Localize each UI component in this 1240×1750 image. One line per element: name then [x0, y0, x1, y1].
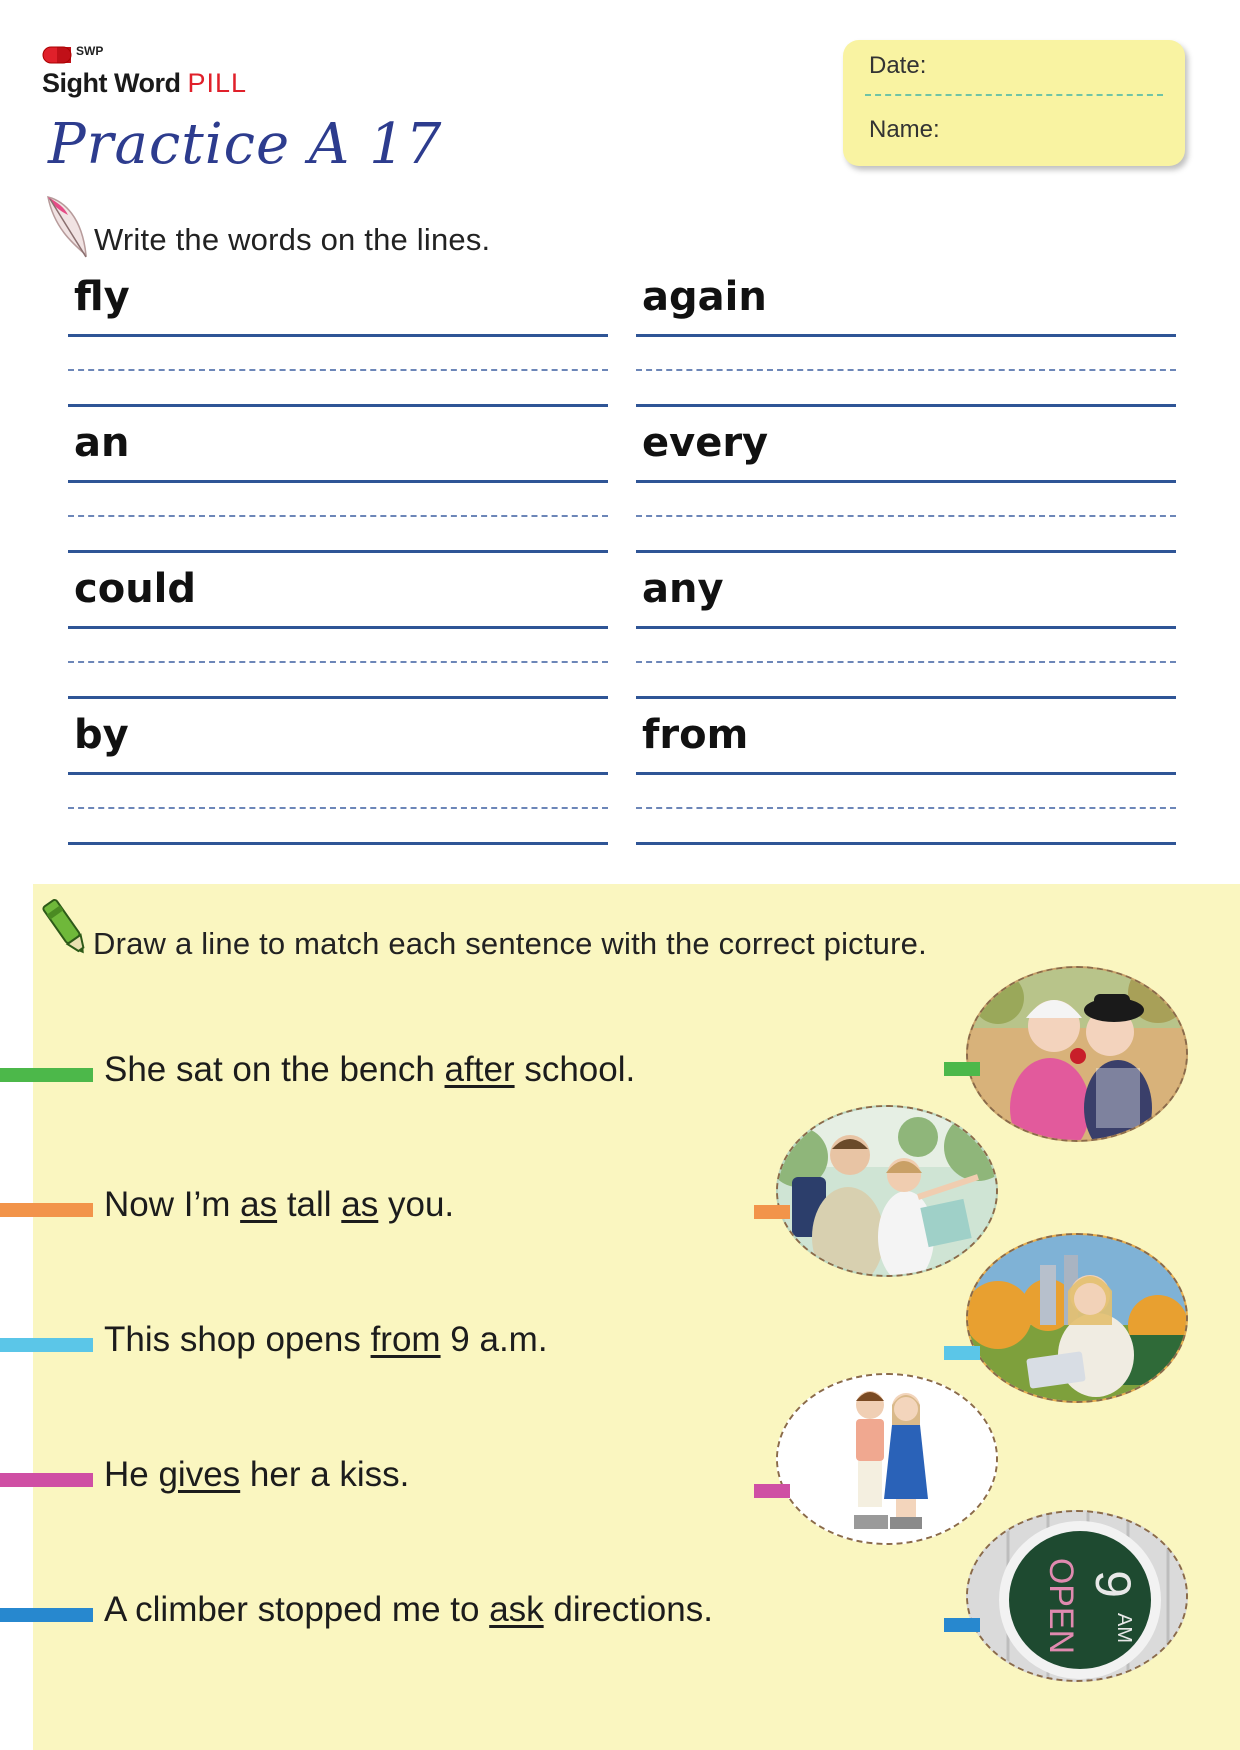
sign-am-text: AM — [1113, 1613, 1135, 1643]
writing-line-mid — [68, 661, 608, 663]
writing-line-bottom[interactable] — [636, 696, 1176, 699]
open-sign-picture[interactable] — [966, 1510, 1188, 1682]
picture-tab[interactable] — [754, 1205, 790, 1219]
name-label: Name: — [869, 116, 940, 143]
writing-line-top — [636, 480, 1176, 483]
writing-line-top — [68, 480, 608, 483]
writing-line-mid — [636, 661, 1176, 663]
sentence-color-bar — [0, 1608, 93, 1622]
word-cell — [68, 274, 608, 420]
word-cell — [68, 712, 608, 858]
kiss-picture[interactable] — [966, 966, 1188, 1142]
writing-line-top — [68, 626, 608, 629]
word: an — [74, 420, 130, 466]
writing-line-mid — [68, 515, 608, 517]
kids-picture[interactable] — [776, 1373, 998, 1545]
word-cell — [68, 420, 608, 566]
writing-line-mid — [636, 369, 1176, 371]
writing-line-top — [636, 626, 1176, 629]
sentence: She sat on the bench after school. — [104, 1050, 636, 1089]
word-cell — [636, 274, 1176, 420]
word-cell — [636, 566, 1176, 712]
writing-line-mid — [68, 807, 608, 809]
marker-icon — [42, 896, 90, 960]
sentence-color-bar — [0, 1068, 93, 1082]
sentence: Now I’m as tall as you. — [104, 1185, 455, 1224]
sign-nine-text: 9 — [1085, 1570, 1141, 1598]
word: from — [642, 712, 749, 758]
writing-line-bottom[interactable] — [68, 550, 608, 553]
info-divider — [865, 94, 1163, 96]
word: any — [642, 566, 724, 612]
word: every — [642, 420, 769, 466]
picture-tab[interactable] — [944, 1062, 980, 1076]
sentence: This shop opens from 9 a.m. — [104, 1320, 548, 1359]
sentence-color-bar — [0, 1473, 93, 1487]
writing-line-mid — [636, 515, 1176, 517]
writing-line-bottom[interactable] — [636, 550, 1176, 553]
pill-icon — [42, 46, 72, 64]
sign-open-text: OPEN — [1042, 1557, 1080, 1655]
section1-instruction: Write the words on the lines. — [94, 222, 491, 257]
page-title: Practice A 17 — [48, 112, 443, 177]
writing-line-top — [68, 334, 608, 337]
sentence: He gives her a kiss. — [104, 1455, 410, 1494]
picture-tab[interactable] — [944, 1618, 980, 1632]
writing-line-top — [68, 772, 608, 775]
date-label: Date: — [869, 52, 927, 79]
word-cell — [636, 712, 1176, 858]
writing-line-mid — [68, 369, 608, 371]
word-cell — [68, 566, 608, 712]
sentence: A climber stopped me to ask directions. — [104, 1590, 713, 1629]
writing-line-mid — [636, 807, 1176, 809]
brand-name — [42, 68, 247, 99]
brand-pill-text: PILL — [187, 68, 248, 98]
bench-picture[interactable] — [966, 1233, 1188, 1403]
word: could — [74, 566, 197, 612]
brand-main-text: Sight Word — [42, 68, 188, 98]
section2-instruction: Draw a line to match each sentence with the correct picture. — [93, 926, 927, 961]
word: by — [74, 712, 129, 758]
date-name-box — [843, 40, 1185, 166]
word: again — [642, 274, 767, 320]
feather-icon — [42, 193, 90, 261]
writing-line-bottom[interactable] — [636, 842, 1176, 845]
hikers-picture[interactable] — [776, 1105, 998, 1277]
writing-line-top — [636, 334, 1176, 337]
writing-line-bottom[interactable] — [68, 696, 608, 699]
picture-tab[interactable] — [944, 1346, 980, 1360]
writing-line-bottom[interactable] — [636, 404, 1176, 407]
sentence-color-bar — [0, 1203, 93, 1217]
writing-line-top — [636, 772, 1176, 775]
word: fly — [74, 274, 130, 320]
picture-tab[interactable] — [754, 1484, 790, 1498]
writing-line-bottom[interactable] — [68, 404, 608, 407]
brand-abbrev: SWP — [76, 44, 104, 58]
sentence-color-bar — [0, 1338, 93, 1352]
word-cell — [636, 420, 1176, 566]
writing-line-bottom[interactable] — [68, 842, 608, 845]
